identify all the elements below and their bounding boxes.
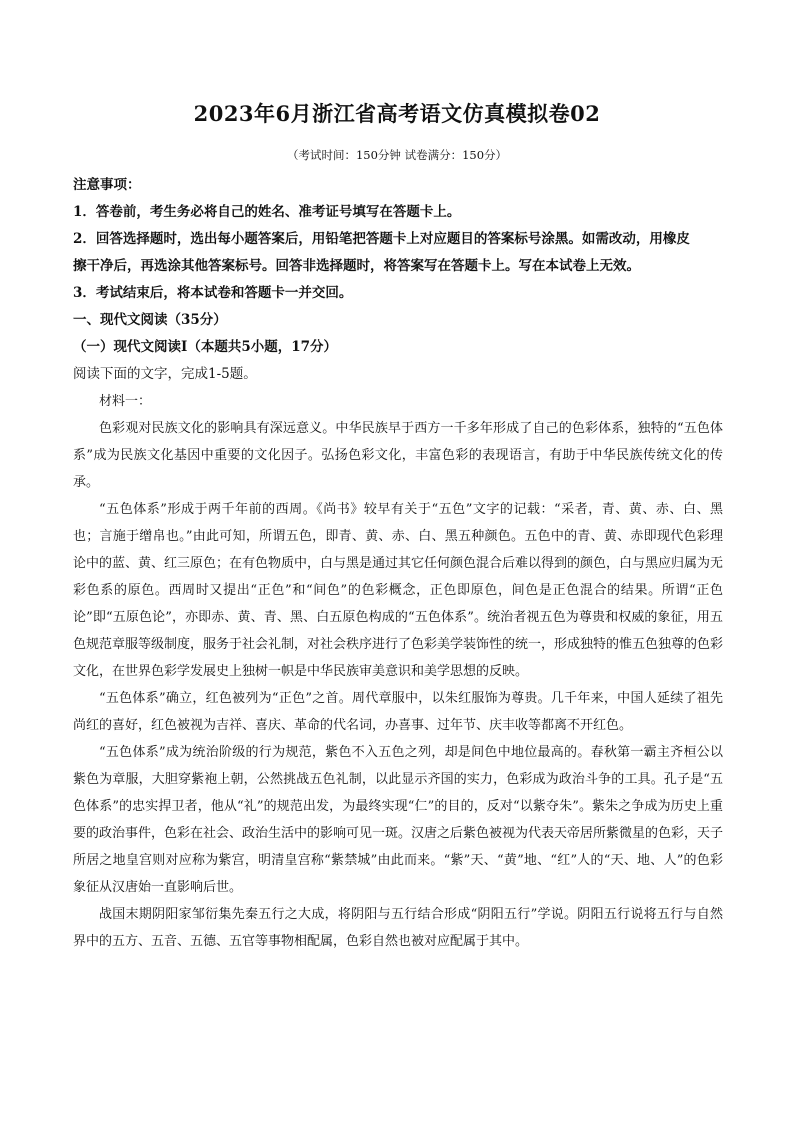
reading-instruction: 阅读下面的文字，完成1-5题。: [73, 366, 257, 382]
notice-item: 2．回答选择题时，选出每小题答案后，用铅笔把答题卡上对应题目的答案标号涂黑。如需改动，用橡皮: [73, 231, 690, 247]
passage-paragraph: 战国末期阴阳家邹衍集先秦五行之大成，将阴阳与五行结合形成“阴阳五行”学说。阴阳五行说将五行与自然界中的五方、五音、五德、五官等事物相配属，色彩自然也被对应配属于其中。: [73, 907, 723, 949]
notice-item: 3．考试结束后，将本试卷和答题卡一并交回。: [73, 285, 353, 301]
notice-item: 擦干净后，再选涂其他答案标号。回答非选择题时，将答案写在答题卡上。写在本试卷上无效。: [73, 258, 640, 274]
subsection-heading: （一）现代文阅读Ⅰ（本题共5小题，17分）: [73, 339, 337, 355]
passage-paragraph: “五色体系”形成于两千年前的西周。《尚书》较早有关于“五色”文字的记载：“采者，青、黄、赤、白、黑也；言施于缯帛也。”由此可知，所谓五色，即青、黄、赤、白、黑五种颜色。五色中的青、黄、赤即现代色彩理论中的蓝、黄、红三原色；在有色物质中，白与黑是通过其它任何颜色混合后难以得到的颜色，白与黑应归属为无彩色系的原色。西周时又提出“正色”和“间色”的色彩概念，正色即原色，间色是正色混合的结果。所谓“正色论”即“五原色论”，亦即赤、黄、青、黑、白五原色构成的“五色体系”。统治者视五色为尊贵和权威的象征，用五色规范章服等级制度，服务于社会礼制，对社会秩序进行了色彩美学装饰性的统一，形成独特的惟五色独尊的色彩文化，在世界色彩学发展史上独树一帜是中华民族审美意识和美学思想的反映。: [73, 502, 724, 679]
page-title: 2023年6月浙江省高考语文仿真模拟卷02: [193, 101, 601, 126]
passage-paragraph: 色彩观对民族文化的影响具有深远意义。中华民族早于西方一千多年形成了自己的色彩体系，独特的“五色体系”成为民族文化基因中重要的文化因子。弘扬色彩文化，丰富色彩的表现语言，有助于中华民族传统文化的传承。: [73, 421, 723, 490]
section-heading: 一、现代文阅读（35分）: [73, 312, 227, 328]
passage-paragraph: “五色体系”成为统治阶级的行为规范，紫色不入五色之列，却是间色中地位最高的。春秋第一霸主齐桓公以紫色为章服，大胆穿紫袍上朝，公然挑战五色礼制，以此显示齐国的实力，色彩成为政治斗争的工具。孔子是“五色体系”的忠实捍卫者，他从“礼”的规范出发，为最终实现“仁”的目的，反对“以紫夺朱”。紫朱之争成为历史上重要的政治事件，色彩在社会、政治生活中的影响可见一斑。汉唐之后紫色被视为代表天帝居所紫微星的色彩，天子所居之地皇宫则对应称为紫宫，明清皇宫称“紫禁城”由此而来。“紫”天、“黄”地、“红”人的“天、地、人”的色彩象征从汉唐始一直影响后世。: [73, 745, 724, 895]
passage-paragraph: “五色体系”确立，红色被列为“正色”之首。周代章服中，以朱红服饰为尊贵。几千年来，中国人延续了祖先尚红的喜好，红色被视为吉祥、喜庆、革命的代名词，办喜事、过年节、庆丰收等都离不开红色。: [73, 691, 723, 733]
notice-heading: 注意事项：: [73, 177, 141, 193]
notice-item: 1．答卷前，考生务必将自己的姓名、准考证号填写在答题卡上。: [73, 204, 461, 220]
document-body: [73, 172, 723, 955]
exam-info: （考试时间：150分钟 试卷满分：150分）: [286, 148, 508, 162]
material-label: 材料一：: [99, 394, 152, 409]
